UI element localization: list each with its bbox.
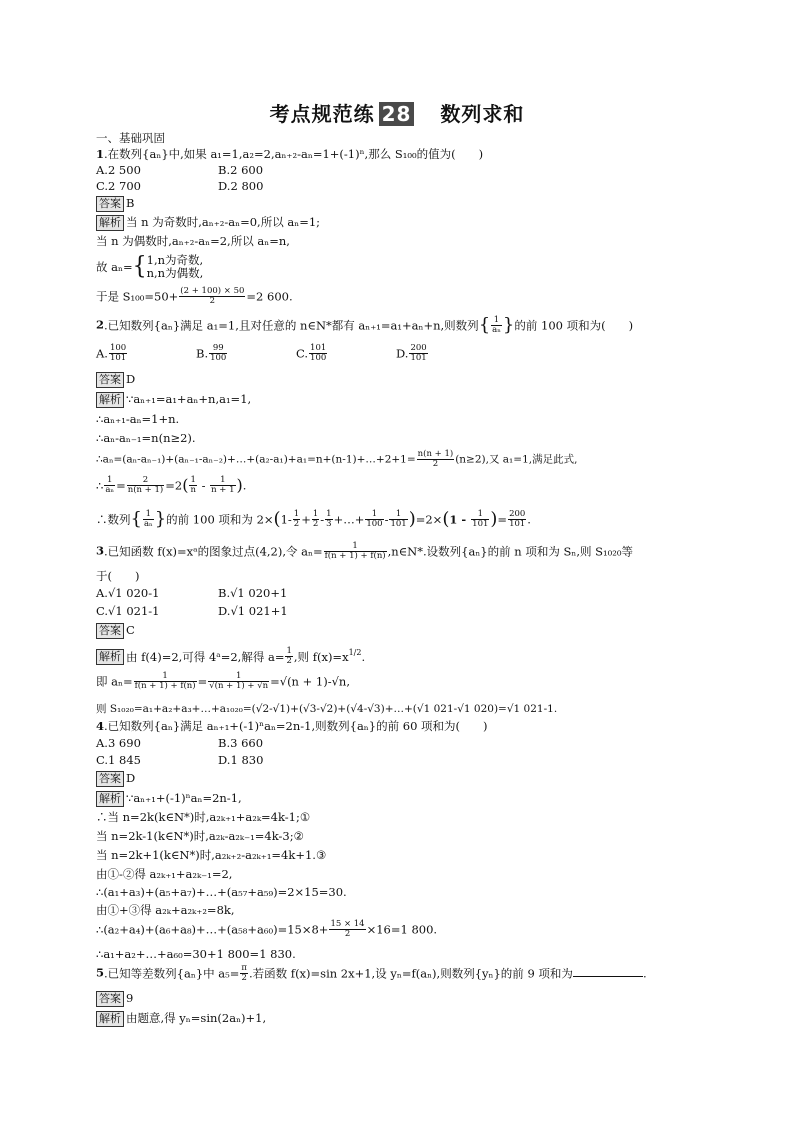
- analysis-tag: 解析: [96, 1011, 124, 1027]
- q1-option-c: C.2 700: [96, 179, 141, 193]
- q5-answer: 答案 9: [96, 990, 698, 1007]
- title-prefix: 考点规范练: [269, 102, 375, 126]
- q1-option-b: B.2 600: [218, 163, 264, 177]
- q4-option-c: C.1 845: [96, 753, 141, 767]
- answer-tag: 答案: [96, 991, 124, 1007]
- q2-solution-line5: ∴ $\frac{1}{\text{aₙ}}$ = $\frac{2}{n(n + 1)}$ =2( $\frac{1}{n}$ - $\frac{1}{n + 1}$ ).: [96, 475, 247, 495]
- exercise-number-badge: 28: [379, 102, 415, 126]
- q1-options-row2: [96, 178, 698, 194]
- q2-solution-line6: ∴数列{ $\frac{1}{\text{aₙ}}$ }的前 100 项和为 2×(1- $\frac{1}{2}$ + $\frac{1}{2}$ - $\frac{1}{3}$ +…+ $\frac{1}{100}$ - $\frac{1}{101}$ )=2×(1 - $\frac{1}{101}$ )= $\frac{200}{101}$ .: [96, 508, 531, 530]
- q3-option-d: D.√1 021+1: [218, 604, 288, 618]
- answer-tag: 答案: [96, 771, 124, 787]
- fraction: $\frac{1}{\text{aₙ}}$: [492, 315, 501, 335]
- q1-solution-piecewise: 故 aₙ={ 1,n为奇数, n,n为偶数,: [96, 252, 204, 281]
- answer-tag: 答案: [96, 623, 124, 639]
- q1-solution-line2: 当 n 为偶数时,aₙ₊₂-aₙ=2,所以 aₙ=n,: [96, 234, 290, 248]
- q3-solution-line2: 即 aₙ= $\frac{1}{f(n + 1) + f(n)}$ = $\frac{1}{√(n + 1) + √n}$ =√(n + 1)-√n,: [96, 671, 350, 691]
- q4-solution-line3: 当 n=2k-1(k∈N*)时,a₂ₖ-a₂ₖ₋₁=4k-3;②: [96, 829, 304, 843]
- q4-option-d: D.1 830: [218, 753, 264, 767]
- q1-option-d: D.2 800: [218, 179, 264, 193]
- q3-options-row1: [96, 585, 698, 601]
- q3-option-a: A.√1 020-1: [96, 586, 160, 600]
- q5-solution-line1: 解析 由题意,得 yₙ=sin(2aₙ)+1,: [96, 1010, 698, 1027]
- q4-solution-line9: ∴a₁+a₂+…+a₆₀=30+1 800=1 830.: [96, 947, 296, 961]
- q1-stem: 1.在数列{aₙ}中,如果 a₁=1,a₂=2,aₙ₊₂-aₙ=1+(-1)ⁿ,那么 S₁₀₀的值为( ): [96, 147, 484, 161]
- q4-solution-line6: ∴(a₁+a₃)+(a₅+a₇)+…+(a₅₇+a₅₉)=2×15=30.: [96, 885, 347, 899]
- answer-blank: [573, 966, 643, 977]
- q1-option-a: A.2 500: [96, 163, 141, 177]
- q2-option-a: A. $\frac{100}{101}$: [96, 343, 127, 363]
- q3-stem-cont: 于( ): [96, 569, 140, 583]
- page-title: [0, 98, 794, 127]
- q2-solution-line2: ∴aₙ₊₁-aₙ=1+n.: [96, 412, 180, 426]
- section-heading: 一、基础巩固: [96, 131, 165, 145]
- q2-solution-line3: ∴aₙ-aₙ₋₁=n(n≥2).: [96, 431, 196, 445]
- analysis-tag: 解析: [96, 392, 124, 408]
- q2-option-b: B. $\frac{99}{100}$: [196, 343, 227, 363]
- piecewise-odd-case: 1,n为奇数,: [146, 253, 204, 267]
- piecewise-even-case: n,n为偶数,: [146, 266, 204, 280]
- q4-solution-line5: 由①-②得 a₂ₖ₊₁+a₂ₖ₋₁=2,: [96, 867, 233, 881]
- q2-answer: 答案 D: [96, 371, 698, 388]
- q4-solution-line8: ∴(a₂+a₄)+(a₆+a₈)+…+(a₅₈+a₆₀)=15×8+ $\frac{15 \times 14}{2}$ ×16=1 800.: [96, 919, 438, 939]
- q2-options: [96, 344, 698, 368]
- q3-option-c: C.√1 021-1: [96, 604, 160, 618]
- q3-stem: 3.已知函数 f(x)=xᵃ的图象过点(4,2),令 aₙ= $\frac{1}{f(n + 1) + f(n)}$ ,n∈N*.设数列{aₙ}的前 n 项和为 Sₙ,则 S₁₀₂₀等: [96, 541, 633, 561]
- analysis-tag: 解析: [96, 791, 124, 807]
- fraction: $\frac{(2 + 100) \times 50}{2}$: [180, 286, 245, 306]
- q4-solution-line2: ∴当 n=2k(k∈N*)时,a₂ₖ₊₁+a₂ₖ=4k-1;①: [96, 810, 311, 824]
- q1-answer: 答案 B: [96, 195, 698, 212]
- answer-tag: 答案: [96, 372, 124, 388]
- q4-options-row2: [96, 752, 698, 768]
- q3-solution-line1: 解析 由 f(4)=2,可得 4ᵃ=2,解得 a= $\frac{1}{2}$ ,则 $f(x)=x^{1/2}$.: [96, 645, 698, 669]
- q2-option-c: C. $\frac{101}{100}$: [296, 343, 327, 363]
- q4-solution-line4: 当 n=2k+1(k∈N*)时,a₂ₖ₊₂-a₂ₖ₊₁=4k+1.③: [96, 848, 327, 862]
- q4-option-b: B.3 660: [218, 736, 264, 750]
- analysis-tag: 解析: [96, 215, 124, 231]
- q1-solution-line1: 解析 当 n 为奇数时,aₙ₊₂-aₙ=0,所以 aₙ=1;: [96, 214, 698, 231]
- q2-solution-line1: 解析 ∵aₙ₊₁=a₁+aₙ+n,a₁=1,: [96, 391, 698, 408]
- q3-option-b: B.√1 020+1: [218, 586, 288, 600]
- analysis-tag: 解析: [96, 649, 124, 665]
- q4-solution-line1: 解析 ∵aₙ₊₁+(-1)ⁿaₙ=2n-1,: [96, 790, 698, 807]
- q5-stem: 5.已知等差数列{aₙ}中 a₅= $\frac{\pi}{2}$ .若函数 f(x)=sin 2x+1,设 yₙ=f(aₙ),则数列{yₙ}的前 9 项和为 .: [96, 963, 647, 983]
- q4-option-a: A.3 690: [96, 736, 141, 750]
- q4-solution-line7: 由①+③得 a₂ₖ+a₂ₖ₊₂=8k,: [96, 903, 235, 917]
- q3-answer: 答案 C: [96, 622, 698, 639]
- q1-options-row1: [96, 162, 698, 178]
- q1-solution-sum: 于是 S₁₀₀=50+ $\frac{(2 + 100) \times 50}{2}$ =2 600.: [96, 286, 293, 306]
- q3-solution-line3: 则 S₁₀₂₀=a₁+a₂+a₃+…+a₁₀₂₀=(√2-√1)+(√3-√2)+(√4-√3)+…+(√1 021-√1 020)=√1 021-1.: [96, 703, 558, 715]
- q2-stem: 2.已知数列{aₙ}满足 a₁=1,且对任意的 n∈N*都有 aₙ₊₁=a₁+aₙ+n,则数列{ $\frac{1}{\text{aₙ}}$ }的前 100 项和为( ): [96, 314, 634, 336]
- q4-stem: 4.已知数列{aₙ}满足 aₙ₊₁+(-1)ⁿaₙ=2n-1,则数列{aₙ}的前 60 项和为( ): [96, 719, 488, 733]
- q3-options-row2: [96, 603, 698, 619]
- q4-options-row1: [96, 735, 698, 751]
- q2-solution-line4: ∴aₙ=(aₙ-aₙ₋₁)+(aₙ₋₁-aₙ₋₂)+…+(a₂-a₁)+a₁=n+(n-1)+…+2+1= $\frac{n(n + 1)}{2}$ (n≥2),又 a₁=1,满足此式,: [96, 449, 578, 469]
- q4-answer: 答案 D: [96, 770, 698, 787]
- title-topic: 数列求和: [440, 102, 525, 126]
- q2-option-d: D. $\frac{200}{101}$: [396, 343, 427, 363]
- answer-tag: 答案: [96, 196, 124, 212]
